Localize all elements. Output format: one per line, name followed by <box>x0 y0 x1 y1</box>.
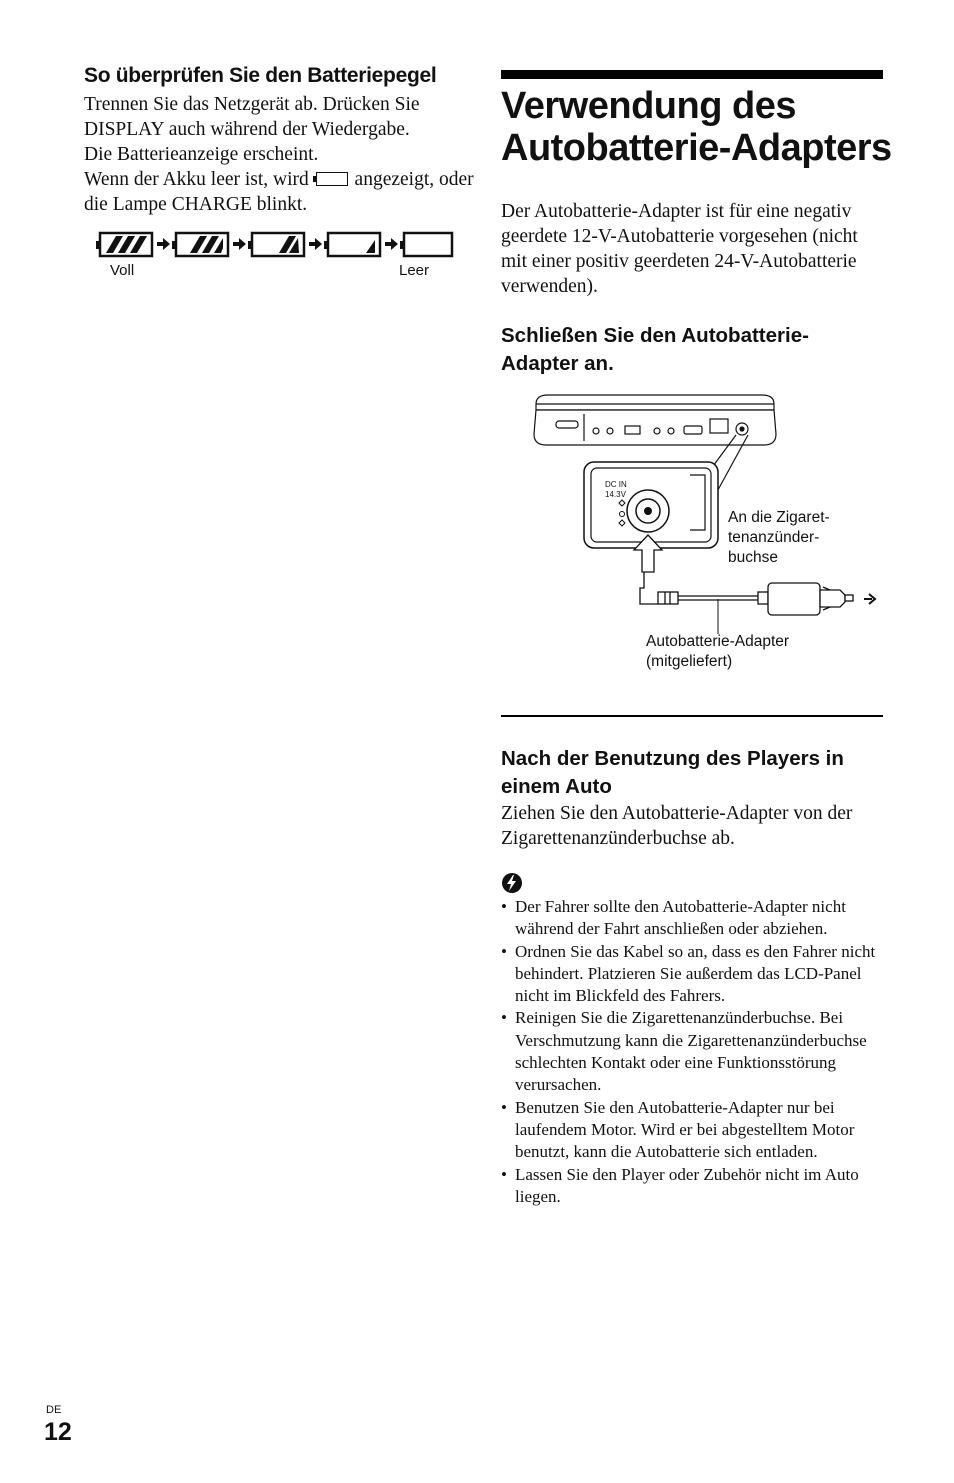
caution-item <box>501 896 886 941</box>
caution-item <box>501 1097 886 1164</box>
caution-text: Lassen Sie den Player oder Zubehör nicht im Auto liegen. <box>515 1164 859 1206</box>
battery-full-label: Voll <box>110 262 135 279</box>
dc-in-label <box>605 480 627 500</box>
arrow-right-icon <box>309 238 322 250</box>
caution-text: Benutzen Sie den Autobatterie-Adapter nur bei laufendem Motor. Wird er bei abgestelltem Motor benutzt, kann die Autobatterie sich entladen. <box>515 1097 855 1162</box>
battery-high-icon <box>172 233 228 256</box>
after-use-heading: Nach der Benutzung des Players in einem Auto <box>501 747 844 798</box>
page-title <box>501 85 892 169</box>
cigarette-plug-icon <box>768 583 875 615</box>
after-use-body: Ziehen Sie den Autobatterie-Adapter von der Zigarettenanzünderbuchse ab. <box>501 803 853 849</box>
battery-empty-suffix: angezeigt, oder die Lampe CHARGE blinkt. <box>84 169 474 215</box>
adapter-label-line: (mitgeliefert) <box>646 653 733 670</box>
battery-full-icon <box>96 233 152 256</box>
dc-in-jack-panel <box>584 462 718 548</box>
bullet: • <box>501 1097 507 1117</box>
battery-check-body <box>84 92 474 217</box>
page-language: DE <box>46 1404 62 1416</box>
adapter-label-line: Autobatterie-Adapter <box>646 633 790 650</box>
caution-list <box>501 896 886 1208</box>
battery-check-line: Trennen Sie das Netzgerät ab. Drücken Sie DISPLAY auch während der Wiedergabe. <box>84 94 420 140</box>
caution-text: Reinigen Sie die Zigarettenanzünderbuchse. Bei Verschmutzung kann die Zigarettenanzünderbuchse schlechten Kontakt oder eine Funktionsstörung verursachen. <box>515 1008 867 1095</box>
intro-paragraph: Der Autobatterie-Adapter ist für eine negativ geerdete 12-V-Autobatterie vorgesehen (nicht mit einer positiv geerdeten 24-V-Autobatterie verwenden). <box>501 201 858 297</box>
arrow-right-icon <box>385 238 398 250</box>
empty-battery-icon <box>316 172 348 186</box>
battery-empty-label: Leer <box>399 262 430 279</box>
socket-label <box>728 508 830 568</box>
caution-item <box>501 1164 886 1209</box>
dc-in-label-line: DC IN <box>605 480 627 489</box>
page-title-line: Autobatterie-Adapters <box>501 127 892 169</box>
battery-check-heading: So überprüfen Sie den Batteriepegel <box>84 64 437 87</box>
battery-empty-icon <box>400 233 452 256</box>
title-rule <box>501 70 883 79</box>
socket-label-line: buchse <box>728 549 778 566</box>
battery-empty-prefix: Wenn der Akku leer ist, wird <box>84 169 309 190</box>
bullet: • <box>501 1164 507 1184</box>
socket-label-line: An die Zigaret- <box>728 509 830 526</box>
caution-item <box>501 941 886 1008</box>
socket-label-line: tenanzünder- <box>728 529 820 546</box>
caution-icon <box>501 872 523 894</box>
battery-check-line: Die Batterieanzeige erscheint. <box>84 144 319 165</box>
connect-heading: Schließen Sie den Autobatterie-Adapter an. <box>501 324 809 375</box>
battery-empty-note <box>84 167 474 217</box>
arrow-right-icon <box>233 238 246 250</box>
caution-item <box>501 1007 886 1096</box>
bullet: • <box>501 1008 507 1028</box>
page-number: 12 <box>44 1418 72 1446</box>
battery-level-sequence <box>96 230 456 260</box>
bullet: • <box>501 941 507 961</box>
car-adapter-diagram <box>500 390 890 690</box>
battery-medium-icon <box>248 233 304 256</box>
caution-text: Ordnen Sie das Kabel so an, dass es den Fahrer nicht behindert. Platzieren Sie außerdem das LCD-Panel nicht im Blickfeld des Fahrers. <box>515 941 876 1006</box>
adapter-cable <box>640 572 768 604</box>
caution-text: Der Fahrer sollte den Autobatterie-Adapter nicht während der Fahrt anschließen oder abziehen. <box>515 897 846 939</box>
page-title-line: Verwendung des <box>501 85 796 127</box>
battery-low-icon <box>324 233 380 256</box>
dc-in-label-line: 14.3V <box>605 490 626 499</box>
section-divider <box>501 715 883 717</box>
player-illustration <box>534 395 776 445</box>
bullet: • <box>501 897 507 916</box>
arrow-right-icon <box>157 238 170 250</box>
adapter-label <box>646 632 789 672</box>
